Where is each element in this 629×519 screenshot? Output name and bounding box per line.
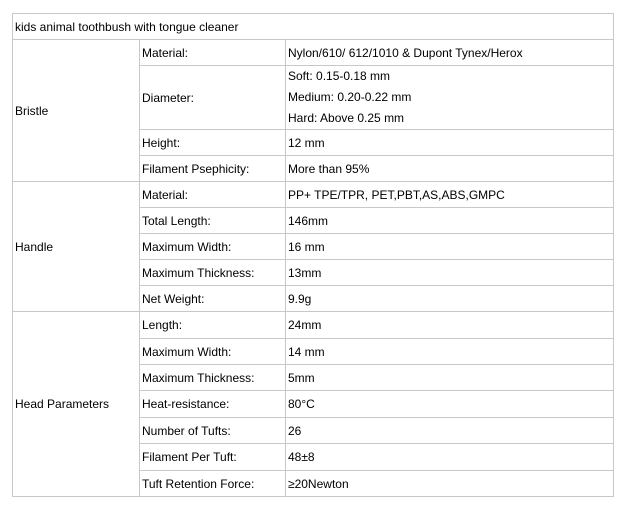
row-value: 48±8	[286, 444, 614, 471]
row-label: Maximum Width:	[140, 339, 286, 365]
title-row	[13, 14, 614, 40]
row-value: 5mm	[286, 365, 614, 391]
row-label: Heat-resistance:	[140, 391, 286, 418]
row-label: Filament Psephicity:	[140, 156, 286, 182]
row-label: Number of Tufts:	[140, 418, 286, 444]
row-label: Material:	[140, 182, 286, 208]
table-row	[13, 40, 614, 66]
row-label: Diameter:	[140, 66, 286, 130]
row-value: 14 mm	[286, 339, 614, 365]
section-label-head-parameters: Head Parameters	[13, 312, 140, 497]
row-value: PP+ TPE/TPR, PET,PBT,AS,ABS,GMPC	[286, 182, 614, 208]
section-label-bristle: Bristle	[13, 40, 140, 182]
row-label: Maximum Width:	[140, 234, 286, 260]
row-value: 13mm	[286, 260, 614, 286]
table-title: kids animal toothbush with tongue cleaner	[13, 14, 614, 40]
table-row	[13, 182, 614, 208]
row-value: 24mm	[286, 312, 614, 339]
table-row	[13, 312, 614, 339]
diameter-medium: Medium: 0.20-0.22 mm	[288, 90, 412, 104]
diameter-soft: Soft: 0.15-0.18 mm	[288, 69, 391, 83]
row-label: Material:	[140, 40, 286, 66]
row-label: Height:	[140, 130, 286, 156]
row-value: 12 mm	[286, 130, 614, 156]
row-value: ≥20Newton	[286, 471, 614, 497]
row-value-multiline	[286, 66, 614, 130]
row-value: Nylon/610/ 612/1010 & Dupont Tynex/Herox	[286, 40, 614, 66]
row-label: Net Weight:	[140, 286, 286, 312]
row-label: Total Length:	[140, 208, 286, 234]
row-label: Tuft Retention Force:	[140, 471, 286, 497]
row-value: 16 mm	[286, 234, 614, 260]
section-label-handle: Handle	[13, 182, 140, 312]
row-label: Maximum Thickness:	[140, 365, 286, 391]
row-value: 9.9g	[286, 286, 614, 312]
row-label: Maximum Thickness:	[140, 260, 286, 286]
row-value: More than 95%	[286, 156, 614, 182]
row-value: 26	[286, 418, 614, 444]
row-value: 80°C	[286, 391, 614, 418]
spec-table	[12, 13, 614, 497]
diameter-hard: Hard: Above 0.25 mm	[288, 111, 405, 125]
row-label: Length:	[140, 312, 286, 339]
row-value: 146mm	[286, 208, 614, 234]
row-label: Filament Per Tuft:	[140, 444, 286, 471]
